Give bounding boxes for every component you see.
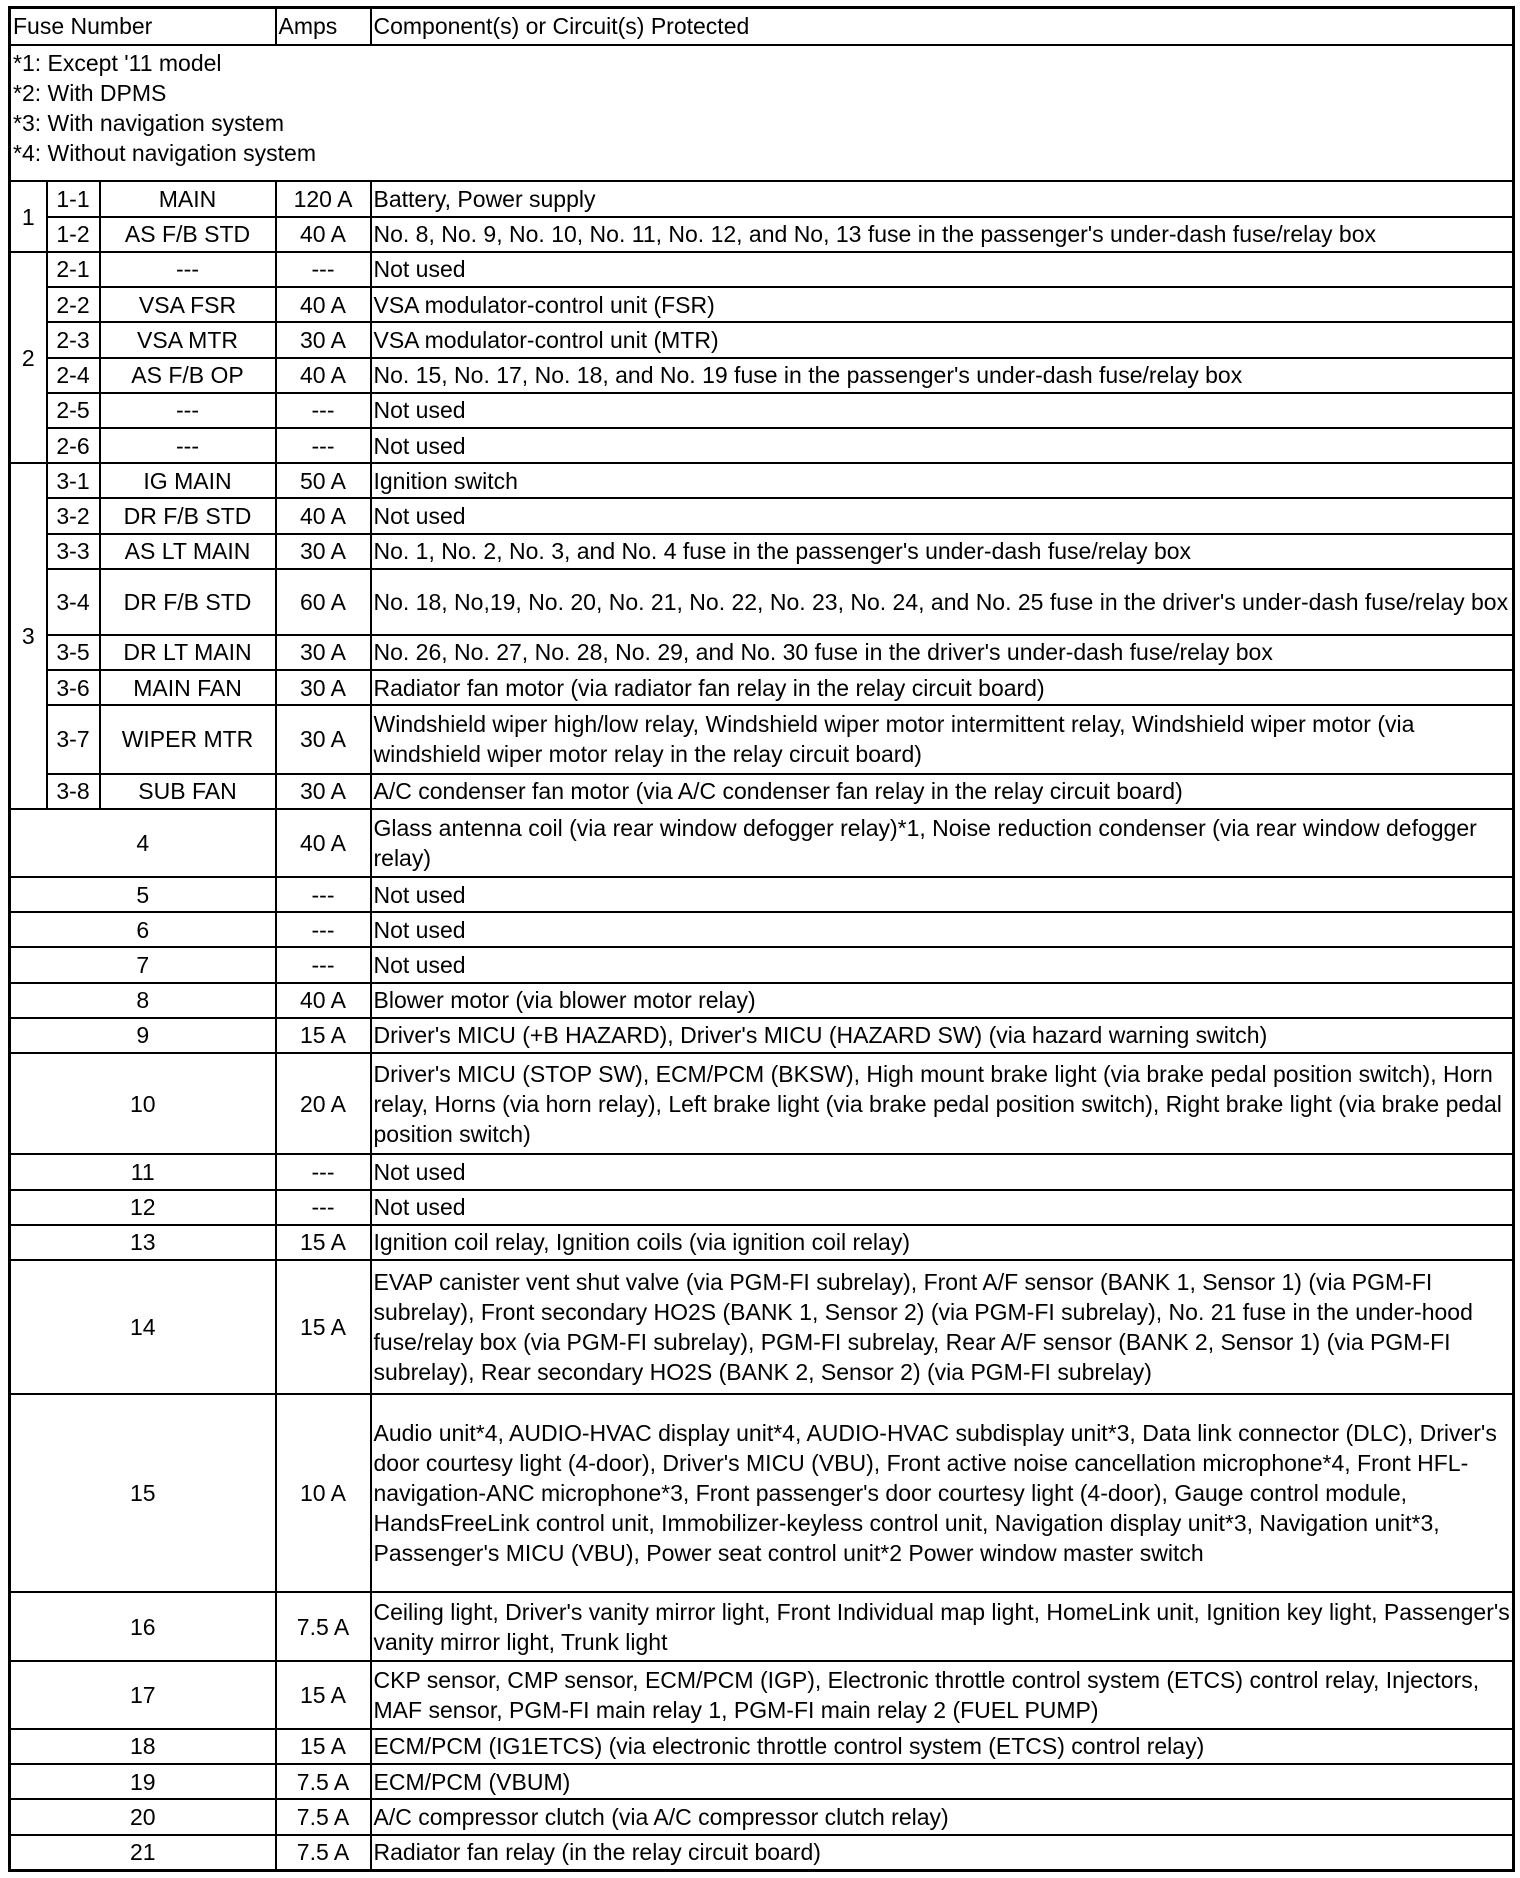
fuse-name: DR F/B STD (100, 569, 276, 635)
fuse-row (10, 217, 1514, 252)
fuse-name: --- (100, 428, 276, 463)
fuse-amps: --- (276, 428, 371, 463)
note-2: *2: With DPMS (13, 79, 167, 106)
fuse-amps: 7.5 A (276, 1592, 371, 1660)
fuse-description: Not used (371, 393, 1514, 428)
fuse-description: A/C condenser fan motor (via A/C condenser fan relay in the relay circuit board) (371, 774, 1514, 809)
fuse-description: EVAP canister vent shut valve (via PGM-FI subrelay), Front A/F sensor (BANK 1, Sensor 1) (via PGM-FI subrelay), Front secondary HO2S (BANK 1, Sensor 2) (via PGM-FI subrelay), No. 21 fuse in the under-hood fuse/relay box (via PGM-FI subrelay), PGM-FI subrelay, Rear A/F sensor (BANK 2, Sensor 1) (via PGM-FI subrelay), Rear secondary HO2S (BANK 2, Sensor 2) (via PGM-FI subrelay) (371, 1260, 1514, 1394)
fuse-amps: --- (276, 252, 371, 287)
fuse-row (10, 705, 1514, 773)
fuse-row (10, 1835, 1514, 1871)
fuse-row (10, 1729, 1514, 1764)
fuse-row (10, 1764, 1514, 1799)
fuse-description: ECM/PCM (IG1ETCS) (via electronic throttle control system (ETCS) control relay) (371, 1729, 1514, 1764)
fuse-group-number: 1 (10, 181, 47, 251)
fuse-description: Not used (371, 1190, 1514, 1225)
fuse-name: VSA MTR (100, 322, 276, 357)
fuse-number: 6 (10, 912, 276, 947)
fuse-description: Not used (371, 877, 1514, 912)
fuse-group-number: 3 (10, 463, 47, 809)
fuse-name: DR F/B STD (100, 498, 276, 533)
fuse-name: DR LT MAIN (100, 635, 276, 670)
note-1: *1: Except '11 model (13, 49, 222, 76)
fuse-name: MAIN (100, 181, 276, 216)
fuse-number: 15 (10, 1394, 276, 1592)
fuse-row (10, 1053, 1514, 1154)
fuse-row (10, 670, 1514, 705)
fuse-row (10, 1592, 1514, 1660)
fuse-amps: 7.5 A (276, 1764, 371, 1799)
fuse-description: Radiator fan motor (via radiator fan relay in the relay circuit board) (371, 670, 1514, 705)
fuse-sub-number: 2-1 (47, 252, 100, 287)
fuse-amps: 15 A (276, 1661, 371, 1729)
fuse-number: 20 (10, 1799, 276, 1834)
fuse-description: VSA modulator-control unit (MTR) (371, 322, 1514, 357)
fuse-row (10, 1190, 1514, 1225)
fuse-amps: 7.5 A (276, 1835, 371, 1871)
header-fuse-number: Fuse Number (10, 8, 276, 45)
fuse-row (10, 252, 1514, 287)
fuse-amps: 10 A (276, 1394, 371, 1592)
note-3: *3: With navigation system (13, 109, 285, 136)
fuse-description: Windshield wiper high/low relay, Windshield wiper motor intermittent relay, Windshield wiper motor (via windshield wiper motor relay in the relay circuit board) (371, 705, 1514, 773)
fuse-amps: 50 A (276, 463, 371, 498)
fuse-amps: 40 A (276, 498, 371, 533)
fuse-name: --- (100, 393, 276, 428)
fuse-amps: --- (276, 1190, 371, 1225)
fuse-amps: --- (276, 912, 371, 947)
fuse-row (10, 1394, 1514, 1592)
fuse-name: AS LT MAIN (100, 534, 276, 569)
fuse-row (10, 569, 1514, 635)
fuse-description: ECM/PCM (VBUM) (371, 1764, 1514, 1799)
fuse-row (10, 1154, 1514, 1189)
fuse-number: 13 (10, 1225, 276, 1260)
fuse-description: Ignition coil relay, Ignition coils (via ignition coil relay) (371, 1225, 1514, 1260)
fuse-amps: 40 A (276, 217, 371, 252)
fuse-row (10, 1661, 1514, 1729)
fuse-name: VSA FSR (100, 287, 276, 322)
fuse-description: VSA modulator-control unit (FSR) (371, 287, 1514, 322)
fuse-row (10, 534, 1514, 569)
fuse-sub-number: 1-2 (47, 217, 100, 252)
notes-cell (10, 45, 1514, 181)
fuse-amps: 60 A (276, 569, 371, 635)
fuse-amps: 40 A (276, 809, 371, 877)
fuse-amps: --- (276, 393, 371, 428)
fuse-amps: 40 A (276, 358, 371, 393)
fuse-amps: --- (276, 877, 371, 912)
fuse-name: --- (100, 252, 276, 287)
header-amps: Amps (276, 8, 371, 45)
fuse-row (10, 1799, 1514, 1834)
fuse-name: MAIN FAN (100, 670, 276, 705)
fuse-amps: 30 A (276, 534, 371, 569)
fuse-amps: 120 A (276, 181, 371, 216)
fuse-number: 21 (10, 1835, 276, 1871)
fuse-row (10, 1018, 1514, 1053)
fuse-number: 4 (10, 809, 276, 877)
fuse-sub-number: 3-5 (47, 635, 100, 670)
fuse-row (10, 358, 1514, 393)
fuse-row (10, 912, 1514, 947)
fuse-table (8, 6, 1515, 1872)
fuse-name: IG MAIN (100, 463, 276, 498)
fuse-row (10, 1225, 1514, 1260)
fuse-row (10, 947, 1514, 982)
fuse-amps: 15 A (276, 1729, 371, 1764)
fuse-row (10, 877, 1514, 912)
fuse-number: 10 (10, 1053, 276, 1154)
fuse-description: Not used (371, 498, 1514, 533)
fuse-amps: 30 A (276, 670, 371, 705)
fuse-amps: 40 A (276, 287, 371, 322)
fuse-description: No. 26, No. 27, No. 28, No. 29, and No. 30 fuse in the driver's under-dash fuse/relay box (371, 635, 1514, 670)
fuse-row (10, 463, 1514, 498)
fuse-table-body (10, 8, 1514, 1871)
fuse-description: Driver's MICU (STOP SW), ECM/PCM (BKSW), High mount brake light (via brake pedal position switch), Horn relay, Horns (via horn relay), Left brake light (via brake pedal position switch), Right brake light (via brake pedal position switch) (371, 1053, 1514, 1154)
fuse-amps: 7.5 A (276, 1799, 371, 1834)
fuse-sub-number: 3-7 (47, 705, 100, 773)
fuse-row (10, 428, 1514, 463)
fuse-description: Not used (371, 428, 1514, 463)
fuse-row (10, 181, 1514, 216)
fuse-row (10, 774, 1514, 809)
fuse-amps: 15 A (276, 1018, 371, 1053)
fuse-description: Ignition switch (371, 463, 1514, 498)
fuse-description: No. 8, No. 9, No. 10, No. 11, No. 12, and No, 13 fuse in the passenger's under-dash fuse/relay box (371, 217, 1514, 252)
fuse-amps: --- (276, 947, 371, 982)
fuse-description: Not used (371, 947, 1514, 982)
fuse-row (10, 635, 1514, 670)
fuse-amps: 15 A (276, 1260, 371, 1394)
fuse-sub-number: 2-2 (47, 287, 100, 322)
fuse-number: 8 (10, 983, 276, 1018)
fuse-amps: 40 A (276, 983, 371, 1018)
fuse-amps: --- (276, 1154, 371, 1189)
fuse-row (10, 809, 1514, 877)
fuse-name: WIPER MTR (100, 705, 276, 773)
fuse-amps: 15 A (276, 1225, 371, 1260)
fuse-name: SUB FAN (100, 774, 276, 809)
fuse-description: Not used (371, 1154, 1514, 1189)
fuse-number: 5 (10, 877, 276, 912)
fuse-description: A/C compressor clutch (via A/C compressor clutch relay) (371, 1799, 1514, 1834)
header-components: Component(s) or Circuit(s) Protected (371, 8, 1514, 45)
fuse-description: No. 18, No,19, No. 20, No. 21, No. 22, No. 23, No. 24, and No. 25 fuse in the driver's under-dash fuse/relay box (371, 569, 1514, 635)
fuse-number: 14 (10, 1260, 276, 1394)
fuse-number: 19 (10, 1764, 276, 1799)
fuse-amps: 30 A (276, 322, 371, 357)
fuse-description: CKP sensor, CMP sensor, ECM/PCM (IGP), Electronic throttle control system (ETCS) control relay, Injectors, MAF sensor, PGM-FI main relay 1, PGM-FI main relay 2 (FUEL PUMP) (371, 1661, 1514, 1729)
fuse-description: Radiator fan relay (in the relay circuit board) (371, 1835, 1514, 1871)
fuse-name: AS F/B STD (100, 217, 276, 252)
fuse-description: No. 1, No. 2, No. 3, and No. 4 fuse in the passenger's under-dash fuse/relay box (371, 534, 1514, 569)
fuse-description: Audio unit*4, AUDIO-HVAC display unit*4, AUDIO-HVAC subdisplay unit*3, Data link connector (DLC), Driver's door courtesy light (4-door), Driver's MICU (VBU), Front active noise cancellation microphone*4, Front HFL-navigation-ANC microphone*3, Front passenger's door courtesy light (4-door), Gauge control module, HandsFreeLink control unit, Immobilizer-keyless control unit, Navigation display unit*3, Navigation unit*3, Passenger's MICU (VBU), Power seat control unit*2 Power window master switch (371, 1394, 1514, 1592)
fuse-description: Not used (371, 252, 1514, 287)
fuse-row (10, 498, 1514, 533)
note-4: *4: Without navigation system (13, 139, 316, 166)
fuse-sub-number: 3-3 (47, 534, 100, 569)
fuse-description: Ceiling light, Driver's vanity mirror light, Front Individual map light, HomeLink unit, Ignition key light, Passenger's vanity mirror light, Trunk light (371, 1592, 1514, 1660)
fuse-row (10, 322, 1514, 357)
fuse-sub-number: 3-4 (47, 569, 100, 635)
fuse-name: AS F/B OP (100, 358, 276, 393)
fuse-row (10, 287, 1514, 322)
fuse-amps: 30 A (276, 705, 371, 773)
fuse-number: 11 (10, 1154, 276, 1189)
fuse-sub-number: 3-2 (47, 498, 100, 533)
fuse-description: Driver's MICU (+B HAZARD), Driver's MICU (HAZARD SW) (via hazard warning switch) (371, 1018, 1514, 1053)
fuse-sub-number: 2-3 (47, 322, 100, 357)
header-row (10, 8, 1514, 45)
fuse-number: 12 (10, 1190, 276, 1225)
fuse-description: Battery, Power supply (371, 181, 1514, 216)
fuse-amps: 30 A (276, 635, 371, 670)
fuse-amps: 20 A (276, 1053, 371, 1154)
fuse-sub-number: 1-1 (47, 181, 100, 216)
fuse-number: 18 (10, 1729, 276, 1764)
fuse-description: Glass antenna coil (via rear window defogger relay)*1, Noise reduction condenser (via rear window defogger relay) (371, 809, 1514, 877)
fuse-sub-number: 3-6 (47, 670, 100, 705)
fuse-row (10, 393, 1514, 428)
fuse-row (10, 1260, 1514, 1394)
fuse-description: Not used (371, 912, 1514, 947)
notes-row (10, 45, 1514, 181)
fuse-row (10, 983, 1514, 1018)
fuse-number: 17 (10, 1661, 276, 1729)
fuse-number: 16 (10, 1592, 276, 1660)
fuse-group-number: 2 (10, 252, 47, 463)
fuse-sub-number: 2-5 (47, 393, 100, 428)
fuse-description: No. 15, No. 17, No. 18, and No. 19 fuse in the passenger's under-dash fuse/relay box (371, 358, 1514, 393)
fuse-number: 7 (10, 947, 276, 982)
fuse-sub-number: 3-8 (47, 774, 100, 809)
fuse-sub-number: 3-1 (47, 463, 100, 498)
fuse-amps: 30 A (276, 774, 371, 809)
fuse-description: Blower motor (via blower motor relay) (371, 983, 1514, 1018)
fuse-sub-number: 2-6 (47, 428, 100, 463)
fuse-number: 9 (10, 1018, 276, 1053)
fuse-sub-number: 2-4 (47, 358, 100, 393)
